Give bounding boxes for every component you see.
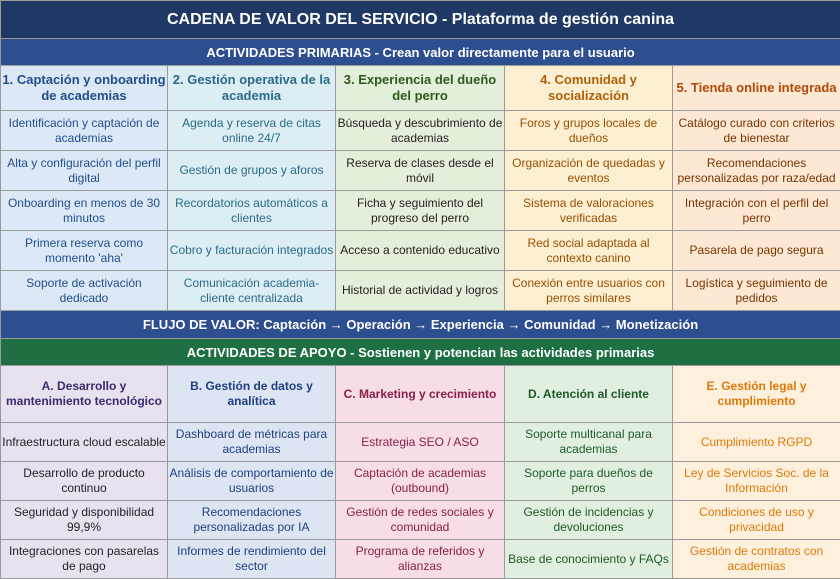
support-item-5-4: Gestión de contratos con academias bbox=[673, 540, 840, 579]
primary-item-3-2: Reserva de clases desde el móvil bbox=[336, 151, 505, 191]
support-item-3-1: Estrategia SEO / ASO bbox=[336, 423, 505, 462]
primary-header-3: 3. Experiencia del dueño del perro bbox=[336, 66, 505, 111]
support-item-3-3: Gestión de redes sociales y comunidad bbox=[336, 501, 505, 540]
primary-item-5-1: Catálogo curado con criterios de bienestar bbox=[673, 111, 840, 151]
primary-item-1-5: Soporte de activación dedicado bbox=[1, 271, 168, 311]
support-item-2-2: Análisis de comportamiento de usuarios bbox=[168, 462, 336, 501]
support-item-2-1: Dashboard de métricas para academias bbox=[168, 423, 336, 462]
support-item-5-1: Cumplimiento RGPD bbox=[673, 423, 840, 462]
primary-item-1-3: Onboarding en menos de 30 minutos bbox=[1, 191, 168, 231]
primary-item-1-1: Identificación y captación de academias bbox=[1, 111, 168, 151]
primary-header-4: 4. Comunidad y socialización bbox=[505, 66, 673, 111]
support-header-5: E. Gestión legal y cumplimiento bbox=[673, 366, 840, 423]
primary-header-5: 5. Tienda online integrada bbox=[673, 66, 840, 111]
support-activities-band: ACTIVIDADES DE APOYO - Sostienen y potencian las actividades primarias bbox=[1, 339, 840, 366]
support-item-4-3: Gestión de incidencias y devoluciones bbox=[505, 501, 673, 540]
support-item-2-3: Recomendaciones personalizadas por IA bbox=[168, 501, 336, 540]
support-item-3-4: Programa de referidos y alianzas bbox=[336, 540, 505, 579]
support-item-4-2: Soporte para dueños de perros bbox=[505, 462, 673, 501]
support-item-1-3: Seguridad y disponibilidad 99,9% bbox=[1, 501, 168, 540]
support-header-4: D. Atención al cliente bbox=[505, 366, 673, 423]
support-item-2-4: Informes de rendimiento del sector bbox=[168, 540, 336, 579]
support-item-4-1: Soporte multicanal para academias bbox=[505, 423, 673, 462]
primary-item-5-2: Recomendaciones personalizadas por raza/edad bbox=[673, 151, 840, 191]
primary-item-3-5: Historial de actividad y logros bbox=[336, 271, 505, 311]
primary-activities-band: ACTIVIDADES PRIMARIAS - Crean valor directamente para el usuario bbox=[1, 39, 840, 66]
support-item-1-1: Infraestructura cloud escalable bbox=[1, 423, 168, 462]
support-item-5-3: Condiciones de uso y privacidad bbox=[673, 501, 840, 540]
primary-item-3-1: Búsqueda y descubrimiento de academias bbox=[336, 111, 505, 151]
primary-item-4-3: Sistema de valoraciones verificadas bbox=[505, 191, 673, 231]
primary-item-5-3: Integración con el perfil del perro bbox=[673, 191, 840, 231]
primary-item-2-4: Cobro y facturación integrados bbox=[168, 231, 336, 271]
primary-item-3-3: Ficha y seguimiento del progreso del perro bbox=[336, 191, 505, 231]
page-title: CADENA DE VALOR DEL SERVICIO - Plataforma de gestión canina bbox=[1, 1, 840, 39]
value-flow-band: FLUJO DE VALOR: Captación → Operación → Experiencia → Comunidad → Monetización bbox=[1, 311, 840, 339]
primary-item-4-2: Organización de quedadas y eventos bbox=[505, 151, 673, 191]
primary-item-2-5: Comunicación academia-cliente centralizada bbox=[168, 271, 336, 311]
support-item-1-4: Integraciones con pasarelas de pago bbox=[1, 540, 168, 579]
support-item-3-2: Captación de academias (outbound) bbox=[336, 462, 505, 501]
primary-item-4-4: Red social adaptada al contexto canino bbox=[505, 231, 673, 271]
support-header-2: B. Gestión de datos y analítica bbox=[168, 366, 336, 423]
support-item-5-2: Ley de Servicios Soc. de la Información bbox=[673, 462, 840, 501]
support-header-1: A. Desarrollo y mantenimiento tecnológico bbox=[1, 366, 168, 423]
primary-item-3-4: Acceso a contenido educativo bbox=[336, 231, 505, 271]
support-item-1-2: Desarrollo de producto continuo bbox=[1, 462, 168, 501]
primary-item-5-4: Pasarela de pago segura bbox=[673, 231, 840, 271]
primary-item-5-5: Logística y seguimiento de pedidos bbox=[673, 271, 840, 311]
primary-item-4-1: Foros y grupos locales de dueños bbox=[505, 111, 673, 151]
primary-header-1: 1. Captación y onboarding de academias bbox=[1, 66, 168, 111]
primary-item-4-5: Conexión entre usuarios con perros similares bbox=[505, 271, 673, 311]
support-header-3: C. Marketing y crecimiento bbox=[336, 366, 505, 423]
primary-item-2-1: Agenda y reserva de citas online 24/7 bbox=[168, 111, 336, 151]
primary-item-2-2: Gestión de grupos y aforos bbox=[168, 151, 336, 191]
primary-item-2-3: Recordatorios automáticos a clientes bbox=[168, 191, 336, 231]
primary-header-2: 2. Gestión operativa de la academia bbox=[168, 66, 336, 111]
primary-item-1-4: Primera reserva como momento 'aha' bbox=[1, 231, 168, 271]
primary-item-1-2: Alta y configuración del perfil digital bbox=[1, 151, 168, 191]
support-item-4-4: Base de conocimiento y FAQs bbox=[505, 540, 673, 579]
